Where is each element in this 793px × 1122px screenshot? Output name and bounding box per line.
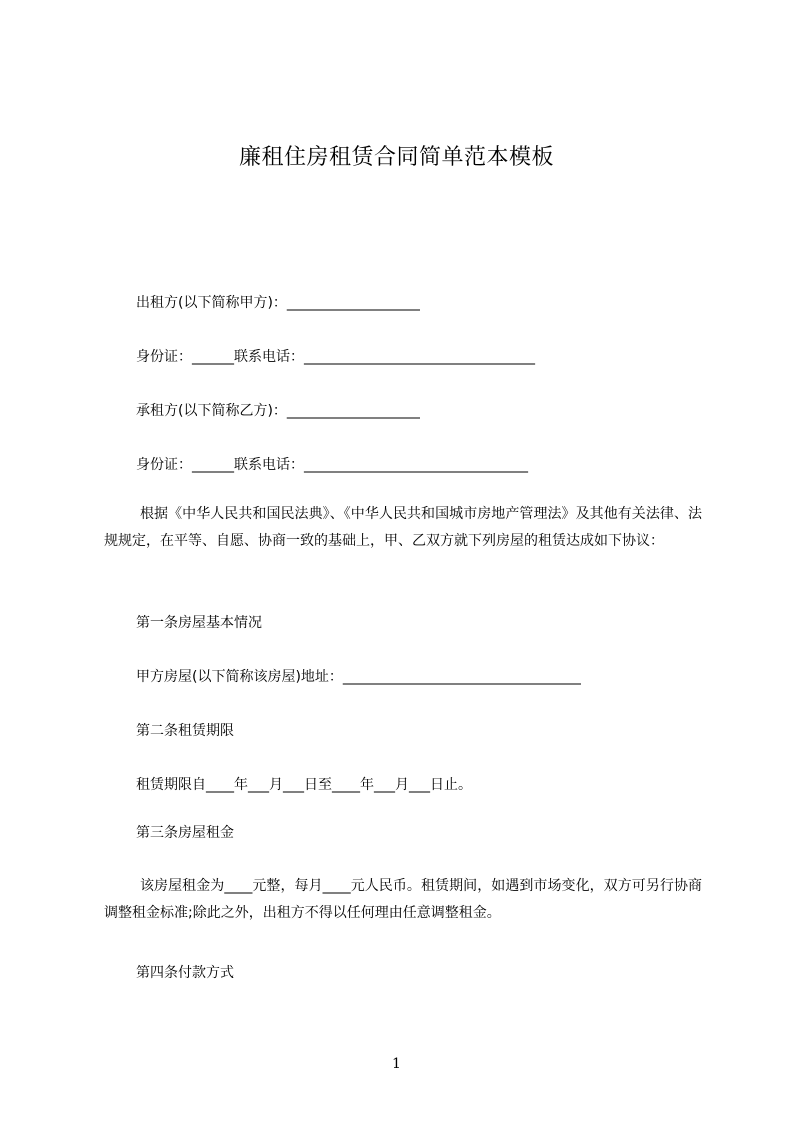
rent-paragraph: 该房屋租金为____元整，每月____元人民币。租赁期间，如遇到市场变化，双方可另行协商调整租金标准;除此之外，出租方不得以任何理由任意调整租金。 [104,878,702,921]
document-title: 廉租住房租赁合同简单范本模板 [238,145,554,170]
article-1-heading: 第一条房屋基本情况 [136,615,262,631]
lessor-line: 出租方(以下简称甲方)：___________________ [136,295,420,311]
preamble-paragraph: 根据《中华人民共和国民法典》、《中华人民共和国城市房地产管理法》及其他有关法律、法规规定，在平等、自愿、协商一致的基础上，甲、乙双方就下列房屋的租赁达成如下协议： [104,506,702,549]
lessor-id-line: 身份证：______联系电话：_________________________________ [136,349,535,365]
lessee-id-line: 身份证：______联系电话：________________________________ [136,457,528,473]
term-line: 租赁期限自____年___月___日至____年___月___日止。 [136,777,472,793]
article-2-heading: 第二条租赁期限 [136,723,234,739]
page-number: 1 [392,1056,401,1072]
article-3-heading: 第三条房屋租金 [136,825,234,841]
lessee-line: 承租方(以下简称乙方)：___________________ [136,403,420,419]
address-line: 甲方房屋(以下简称该房屋)地址：__________________________________ [136,669,581,685]
article-4-heading: 第四条付款方式 [136,965,234,981]
